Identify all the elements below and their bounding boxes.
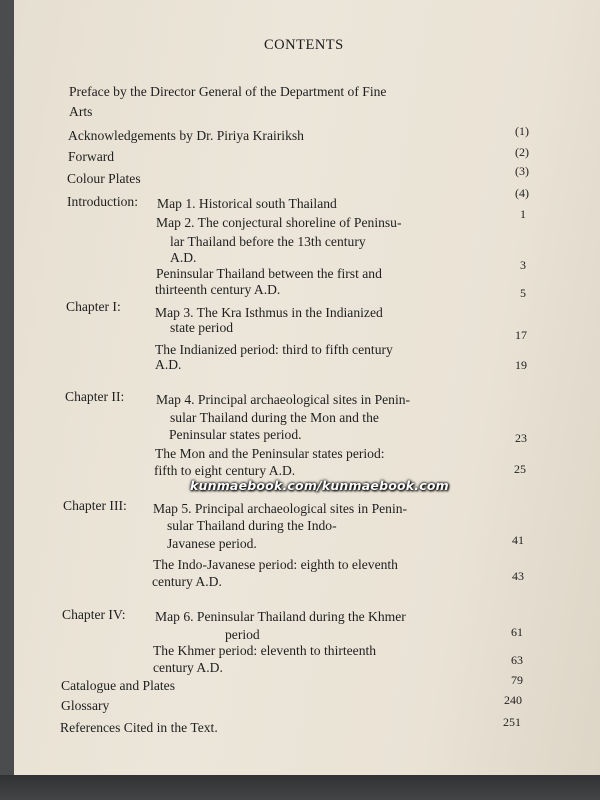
book-edge-shadow [0,775,600,800]
introduction-label: Introduction: [67,194,138,209]
page-number: 19 [515,358,527,372]
indo-javanese-line-2: century A.D. [152,574,222,589]
map4-line-2: sular Thailand during the Mon and the [170,410,379,425]
catalogue-entry: Catalogue and Plates [61,678,176,693]
preface-line-1: Preface by the Director General of the Department of Fine [69,84,387,99]
chapter-4-label: Chapter IV: [62,607,126,622]
mon-line-2: fifth to eight century A.D. [154,463,296,478]
map5-line-3: Javanese period. [167,536,257,551]
map5-line-2: sular Thailand during the Indo- [167,518,337,533]
page-number: (1) [515,124,529,138]
colour-plates-entry: Colour Plates [67,171,141,186]
page-number: 5 [520,286,526,300]
preface-line-2: Arts [69,104,93,119]
indianized-line-2: A.D. [155,357,182,372]
khmer-line-2: century A.D. [153,660,223,675]
map2-line-1: Map 2. The conjectural shoreline of Peninsu- [156,215,402,230]
khmer-line-1: The Khmer period: eleventh to thirteenth [153,643,377,658]
watermark-text: kunmaebook.com/kunmaebook.com [190,478,449,493]
references-entry: References Cited in the Text. [60,720,218,735]
page-number: 3 [520,258,526,272]
page-number: 1 [520,207,526,221]
page-number: (4) [515,186,529,200]
map4-line-3: Peninsular states period. [169,427,302,442]
peninsular-line-2: thirteenth century A.D. [155,282,281,297]
map6-line-1: Map 6. Peninsular Thailand during the Khmer [155,609,406,624]
map3-line-1: Map 3. The Kra Isthmus in the Indianized [155,305,383,320]
map2-line-2: lar Thailand before the 13th century [170,234,366,249]
glossary-entry: Glossary [61,698,110,713]
page-number: 240 [504,693,522,707]
page-number: 63 [511,653,523,667]
page-number: 251 [503,715,521,729]
forward-entry: Forward [68,149,115,164]
page-number: 23 [515,431,527,445]
page-number: 25 [514,462,526,476]
page-number: 17 [515,328,527,342]
page-number: (3) [515,164,529,178]
page-title: CONTENTS [264,37,344,53]
page-number: 79 [511,673,523,687]
map6-line-2: period [225,627,260,642]
page-number: 43 [512,569,524,583]
book-page [14,0,600,775]
indo-javanese-line-1: The Indo-Javanese period: eighth to eleventh [153,557,398,572]
map2-line-3: A.D. [170,250,197,265]
chapter-2-label: Chapter II: [65,389,125,404]
map3-line-2: state period [170,320,234,335]
page-number: 61 [511,625,523,639]
map1-entry: Map 1. Historical south Thailand [157,196,337,211]
indianized-line-1: The Indianized period: third to fifth century [155,342,393,357]
peninsular-line-1: Peninsular Thailand between the first and [156,266,382,281]
mon-line-1: The Mon and the Peninsular states period: [155,446,385,461]
chapter-1-label: Chapter I: [66,299,121,314]
acknowledgements-entry: Acknowledgements by Dr. Piriya Krairiksh [68,128,304,143]
map5-line-1: Map 5. Principal archaeological sites in Penin- [153,501,408,516]
page-number: (2) [515,145,529,159]
chapter-3-label: Chapter III: [63,498,127,513]
map4-line-1: Map 4. Principal archaeological sites in Penin- [156,392,411,407]
page-number: 41 [512,533,524,547]
